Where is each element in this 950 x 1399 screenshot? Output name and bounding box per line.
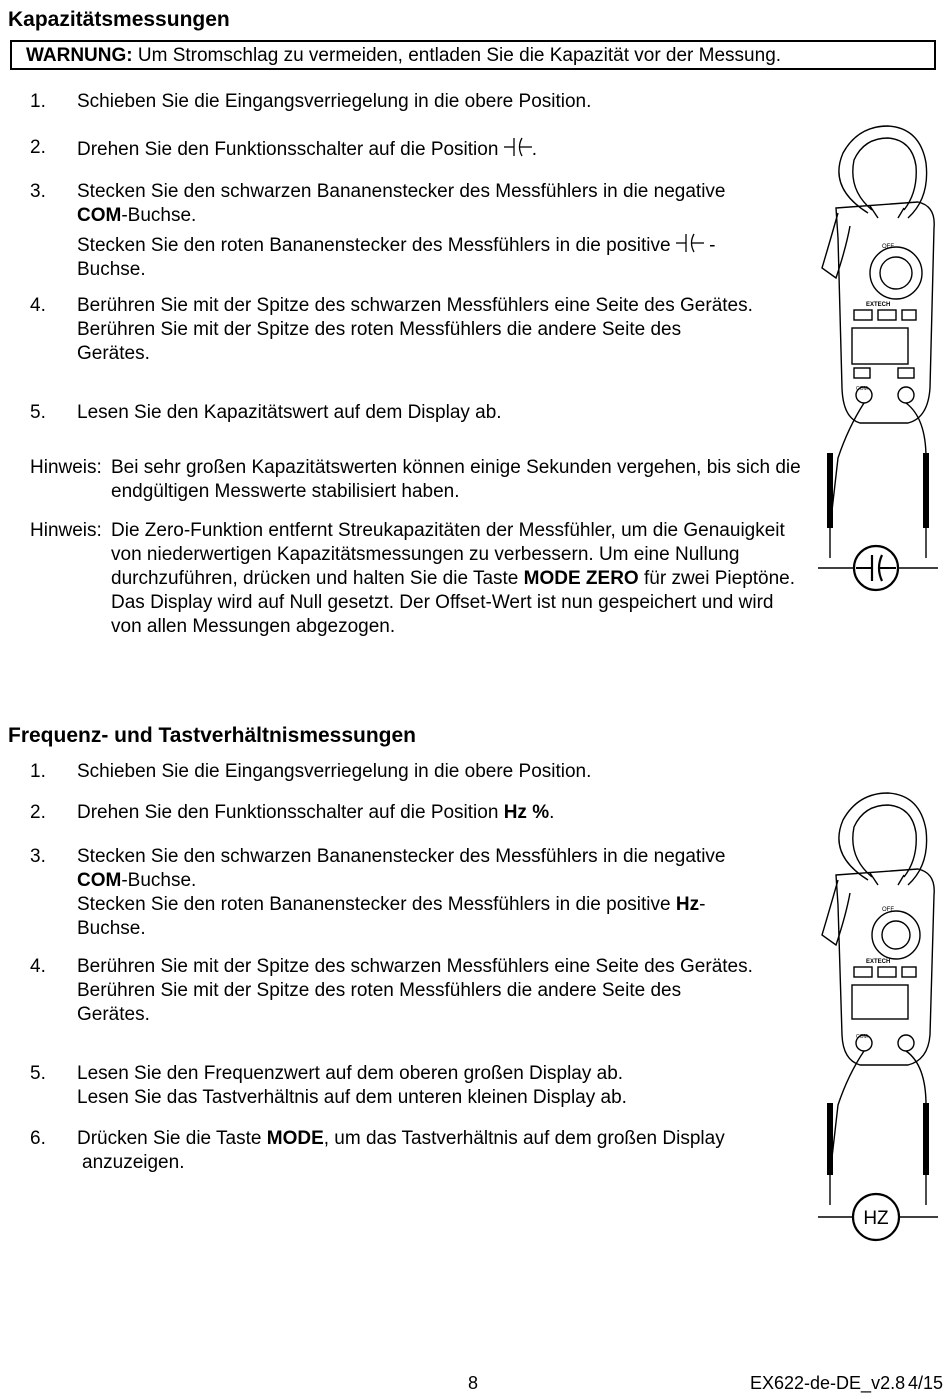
step-line (77, 204, 797, 228)
hz-label: Hz (675, 894, 700, 915)
step-line-rest: -Buchse. (121, 205, 197, 226)
note-text: Bei sehr großen Kapazitätswerten können einige Sekunden vergehen, bis sich die endgültigen Messwerte stabilisiert haben. (111, 457, 801, 502)
step-text (77, 801, 797, 825)
step-line (77, 869, 797, 893)
hz-percent-label: Hz % (503, 802, 550, 823)
step-text (77, 1062, 797, 1110)
step-text (77, 1127, 797, 1175)
figure-hz-label: HZ (863, 1208, 889, 1229)
step-number: 4. (30, 295, 46, 316)
step-text: Schieben Sie die Eingangsverriegelung in die obere Position. (77, 761, 592, 782)
step-number: 3. (30, 846, 46, 867)
section-title-frequency: Frequenz- und Tastverhältnismessungen (8, 724, 417, 747)
capacitor-icon (504, 136, 532, 158)
revision: 4/15 (908, 1373, 944, 1393)
step-number: 4. (30, 956, 46, 977)
com-label: COM (77, 205, 122, 226)
step-line-part: Stecken Sie den roten Bananenstecker des Messfühlers in die positive (77, 894, 676, 915)
step-number: 5. (30, 1063, 46, 1084)
clamp-meter-figure-frequency (808, 785, 948, 1245)
step-line: Buchse. (77, 259, 146, 280)
step-text (77, 136, 797, 162)
note-text-part: Die Zero-Funktion entfernt Streukapazitäten der Messfühler, um die Genauigkeit von niederwertigen Kapazitätsmessungen zu verbessern. Um eine Nullung durchzuführen, drücken und halten Sie die Taste (111, 520, 785, 589)
step-line: Stecken Sie den schwarzen Bananenstecker des Messfühlers in die negative (77, 846, 726, 867)
step-text (77, 955, 757, 1027)
note-text (111, 519, 805, 639)
step-line (77, 232, 797, 258)
note (30, 456, 805, 504)
meter-com-label: COM (856, 386, 868, 392)
step-text (77, 845, 797, 941)
warning-box (10, 40, 936, 70)
capacitor-icon (676, 232, 704, 254)
step-line: Berühren Sie mit der Spitze des roten Messfühlers die andere Seite des Gerätes. (77, 319, 682, 364)
warning-label: WARNUNG: (26, 45, 133, 66)
step-text: Schieben Sie die Eingangsverriegelung in die obere Position. (77, 91, 592, 112)
step-number: 6. (30, 1128, 46, 1149)
mode-label: MODE (266, 1128, 324, 1149)
page-number: 8 (468, 1373, 479, 1393)
step-line: Stecken Sie den schwarzen Bananenstecker des Messfühlers in die negative (77, 181, 726, 202)
step-text-part: Drücken Sie die Taste (77, 1128, 267, 1149)
step-number: 5. (30, 402, 46, 423)
note (30, 519, 805, 639)
warning-text: Um Stromschlag zu vermeiden, entladen Sie die Kapazität vor der Messung. (132, 45, 782, 66)
step-line: Berühren Sie mit der Spitze des schwarzen Messfühlers eine Seite des Gerätes. (77, 295, 753, 316)
mode-zero-label: MODE ZERO (523, 568, 639, 589)
meter-brand-label: EXTECH (866, 302, 891, 308)
step-text-end: . (549, 802, 555, 823)
step-line: Berühren Sie mit der Spitze des roten Messfühlers die andere Seite des Gerätes. (77, 980, 682, 1025)
document-id: EX622-de-DE_v2.8 (750, 1373, 906, 1393)
step-line-end: - (699, 894, 706, 915)
step-line: Buchse. (77, 918, 146, 939)
meter-off-label: OFF (882, 244, 894, 250)
step-number: 1. (30, 761, 46, 782)
step-line: anzuzeigen. (82, 1152, 185, 1173)
step-text-end: . (531, 139, 537, 160)
meter-com-label: COM (856, 1034, 868, 1040)
step-line-rest: -Buchse. (121, 870, 197, 891)
step-line (77, 1127, 797, 1151)
step-text-part: Drehen Sie den Funktionsschalter auf die Position (77, 802, 504, 823)
step-line-end: - (703, 235, 716, 256)
step-number: 3. (30, 181, 46, 202)
step-number: 2. (30, 137, 46, 158)
step-line: Lesen Sie den Frequenzwert auf dem oberen großen Display ab. (77, 1063, 624, 1084)
step-line (77, 893, 797, 917)
note-label: Hinweis: (30, 457, 102, 478)
step-number: 2. (30, 802, 46, 823)
section-title-capacitance: Kapazitätsmessungen (8, 8, 230, 31)
step-line: Lesen Sie das Tastverhältnis auf dem unteren kleinen Display ab. (77, 1087, 627, 1108)
step-text-part: Drehen Sie den Funktionsschalter auf die Position (77, 139, 499, 160)
note-label: Hinweis: (30, 520, 102, 541)
note-text-part: für zwei Pieptöne. Das Display wird auf Null gesetzt. Der Offset-Wert ist nun gespeichert und wird von allen Messungen abgezogen. (111, 568, 796, 637)
step-line: Berühren Sie mit der Spitze des schwarzen Messfühlers eine Seite des Gerätes. (77, 956, 753, 977)
meter-off-label: OFF (882, 907, 894, 913)
step-text (77, 180, 797, 282)
com-label: COM (77, 870, 122, 891)
clamp-meter-figure-capacitance (808, 118, 948, 598)
step-number: 1. (30, 91, 46, 112)
meter-brand-label: EXTECH (866, 959, 891, 965)
step-line-part: Stecken Sie den roten Bananenstecker des Messfühlers in die positive (77, 235, 671, 256)
step-text-part: , um das Tastverhältnis auf dem großen Display (323, 1128, 725, 1149)
step-text (77, 294, 757, 366)
step-text: Lesen Sie den Kapazitätswert auf dem Display ab. (77, 402, 502, 423)
